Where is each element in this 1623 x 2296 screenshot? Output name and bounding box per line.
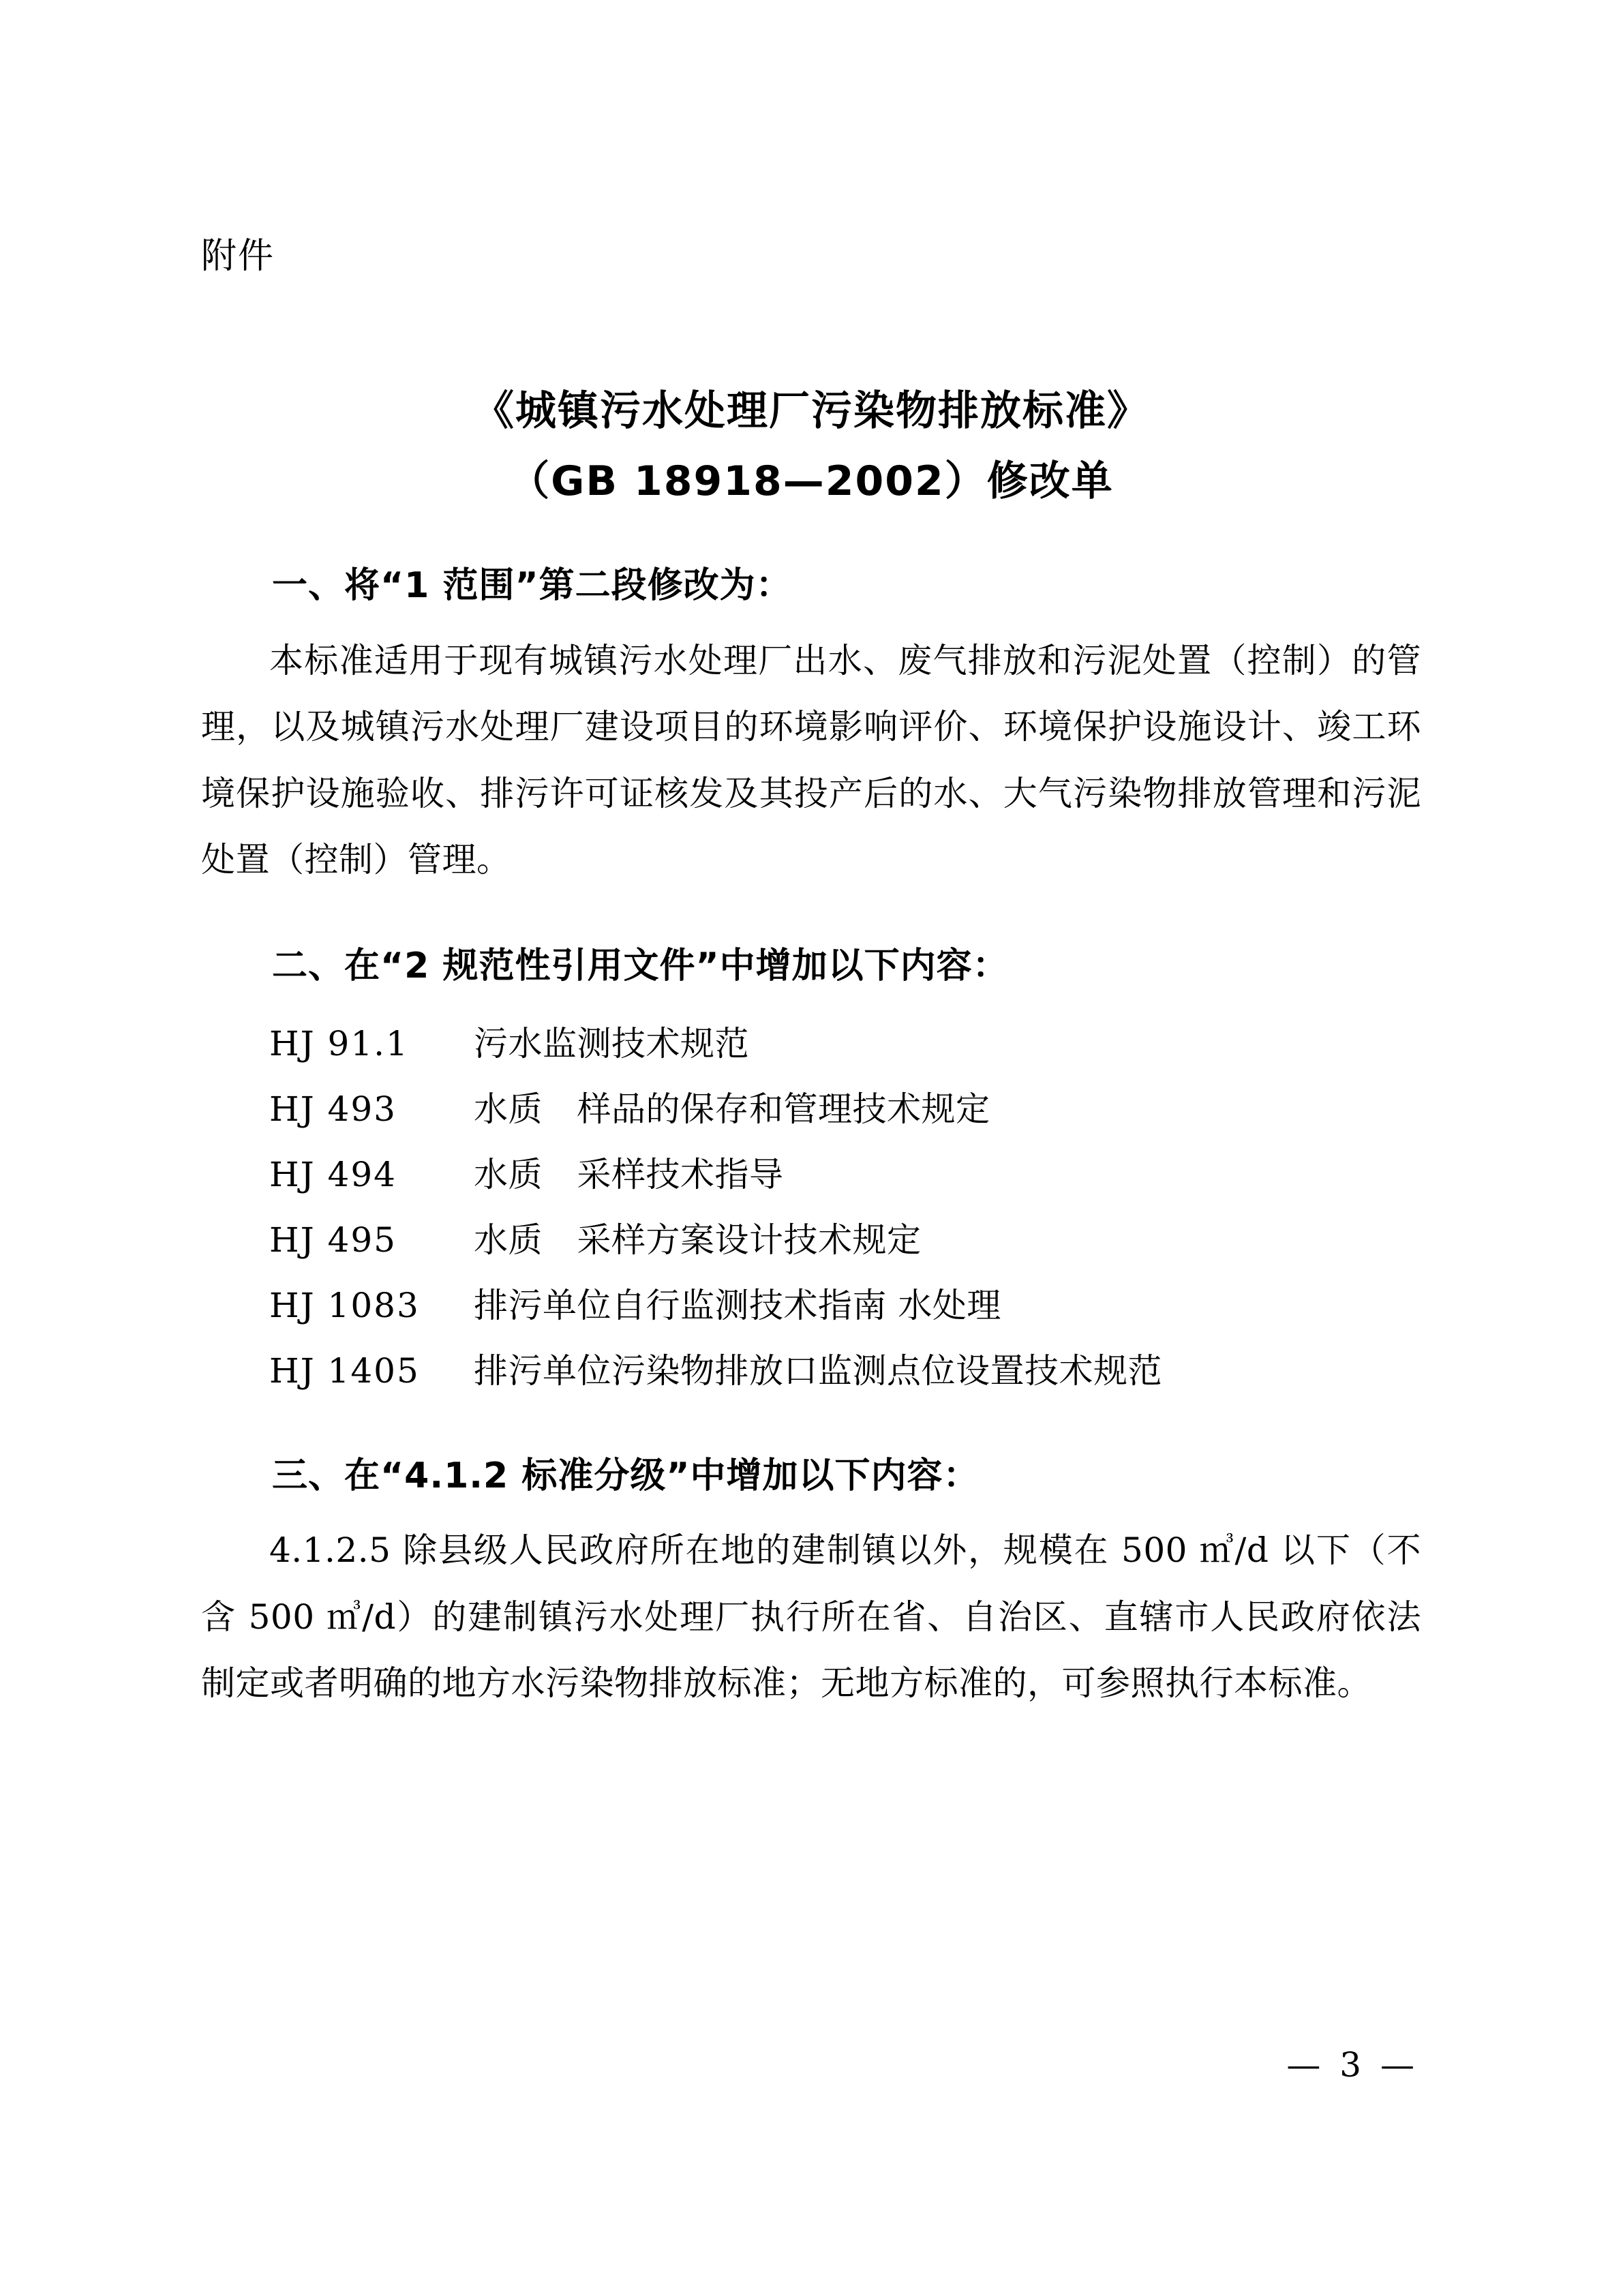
section-paragraph-1: 本标准适用于现有城镇污水处理厂出水、废气排放和污泥处置（控制）的管理，以及城镇污水处理厂建设项目的环境影响评价、环境保护设施设计、竣工环境保护设施验收、排污许可证核发及其投产后的水、大气污染物排放管理和污泥处置（控制）管理。	[201, 640, 1421, 880]
list-item	[201, 1011, 1421, 1076]
page-title-line2: （GB 18918—2002）修改单	[509, 457, 1114, 506]
reference-name: 水质 采样技术指导	[474, 1154, 784, 1194]
list-item	[201, 1338, 1421, 1404]
section-heading-2: 二、在“2 规范性引用文件”中增加以下内容：	[272, 945, 1009, 986]
reference-name: 排污单位污染物排放口监测点位设置技术规范	[474, 1350, 1162, 1391]
reference-name: 排污单位自行监测技术指南 水处理	[474, 1285, 1001, 1325]
page-title	[201, 380, 1421, 513]
reference-code: HJ 1083	[269, 1285, 420, 1325]
reference-list	[201, 1011, 1421, 1404]
page-number: — 3 —	[1286, 2045, 1419, 2085]
section-heading-3: 三、在“4.1.2 标准分级”中增加以下内容：	[272, 1455, 980, 1496]
document-content	[201, 0, 1421, 1717]
reference-name: 水质 采样方案设计技术规定	[474, 1220, 922, 1260]
attachment-label: 附件	[201, 236, 275, 277]
section-paragraph-3: 4.1.2.5 除县级人民政府所在地的建制镇以外，规模在 500 ㎥/d 以下（不含 500 ㎥/d）的建制镇污水处理厂执行所在省、自治区、直辖市人民政府依法制定或者明确的地方水污染物排放标准；无地方标准的，可参照执行本标准。	[201, 1530, 1421, 1704]
reference-name: 污水监测技术规范	[474, 1023, 749, 1063]
section-heading-1: 一、将“1 范围”第二段修改为：	[272, 565, 792, 607]
list-item	[201, 1273, 1421, 1338]
reference-code: HJ 1405	[269, 1350, 420, 1391]
reference-code: HJ 91.1	[269, 1023, 409, 1063]
reference-code: HJ 493	[269, 1089, 397, 1129]
list-item	[201, 1076, 1421, 1142]
reference-name: 水质 样品的保存和管理技术规定	[474, 1089, 990, 1129]
reference-code: HJ 495	[269, 1220, 397, 1260]
page-title-line1: 《城镇污水处理厂污染物排放标准》	[473, 387, 1149, 436]
reference-code: HJ 494	[269, 1154, 397, 1194]
list-item	[201, 1142, 1421, 1207]
list-item	[201, 1207, 1421, 1273]
